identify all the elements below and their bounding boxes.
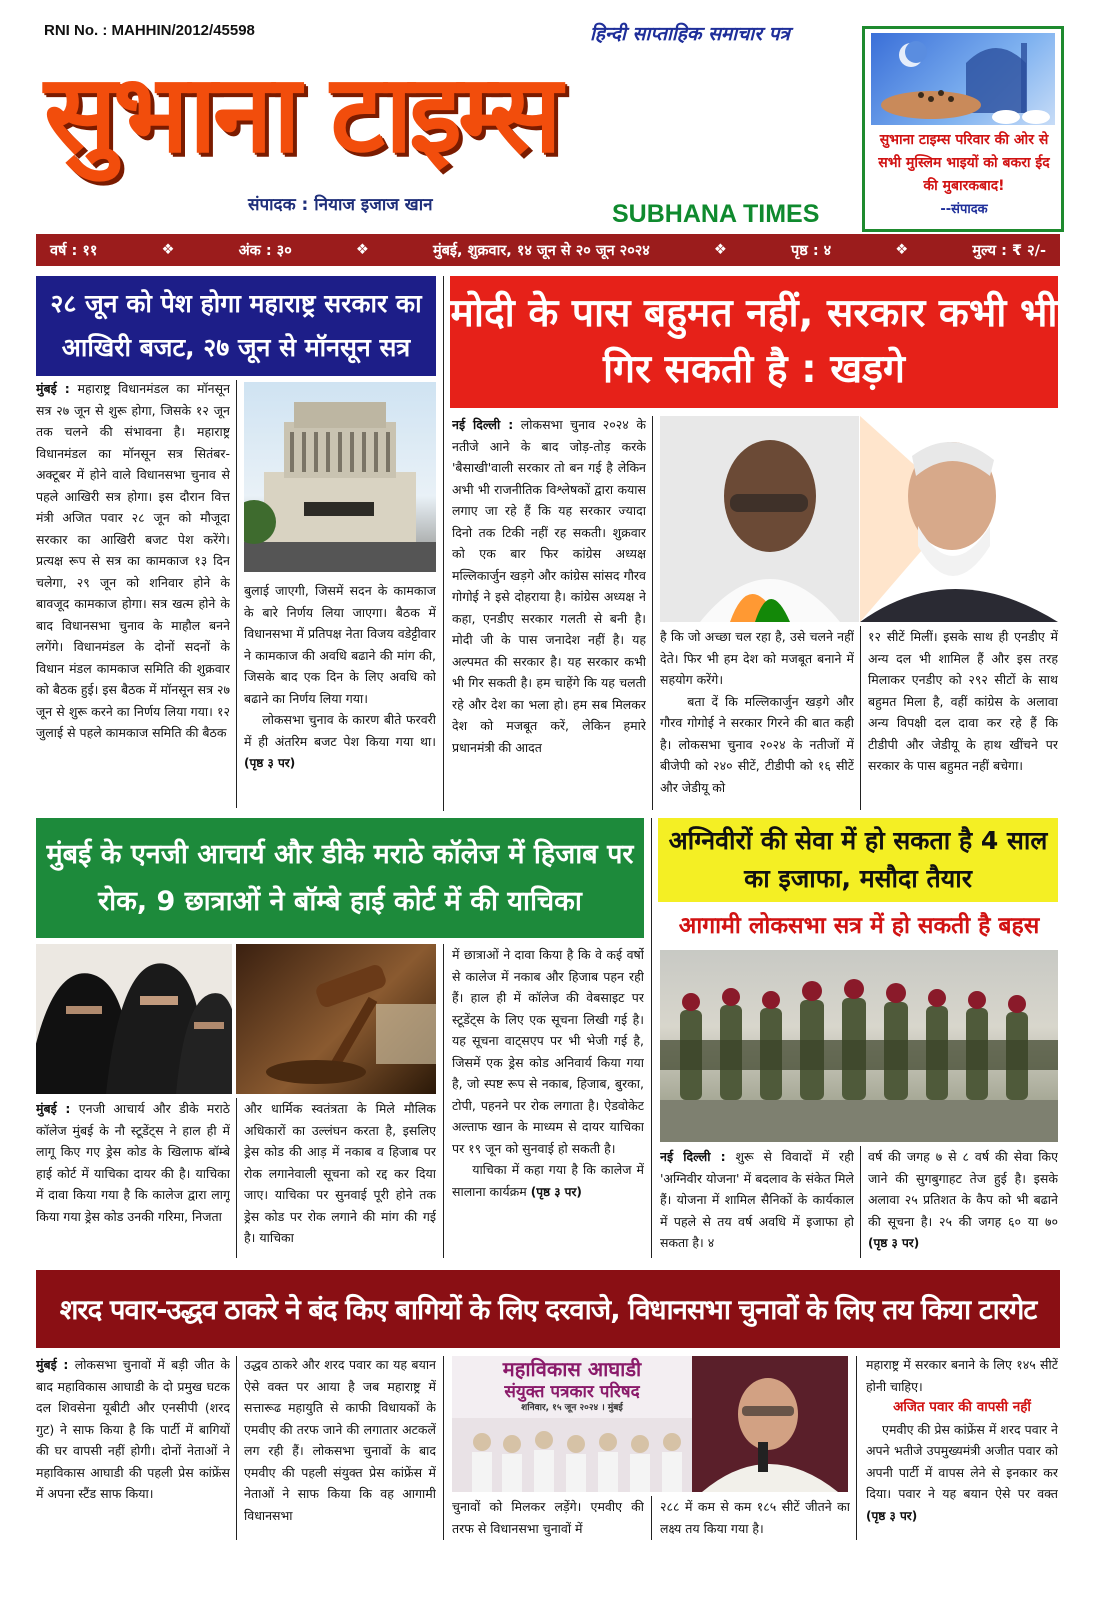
headline-text: अग्निवीरों की सेवा में हो सकता है 4 साल का इजाफा, मसौदा तैयार (668, 826, 1048, 893)
story3-col2 (244, 1098, 436, 1258)
body-text: शुरू से विवादों में रही 'अग्निवीर योजना' में बदलाव के संकेत मिले हैं। योजना में शामिल सैनिकों के कार्यकाल में पहले से तय वर्ष अवधि में इजाफा हो सकता है। ४ (660, 1149, 854, 1250)
dateline: नई दिल्ली : (660, 1149, 726, 1164)
body-text: महाराष्ट्र विधानमंडल का मॉनसून सत्र २७ जून से शुरू होगा, जिसके १२ जून तक चलने की संभावना है। महाराष्ट्र विधानमंडल का मॉनसून सत्र सितंबर-अक्टूबर में होने वाले विधानसभा चुनाव से पहले आखिरी सत्र होगा। इस दौरान वित्त मंत्री अजित पवार २८ जून को मौजूदा सरकार का आखिरी बजट पेश करेंगे। प्रत्यक्ष रूप से सत्र का कामकाज १३ दिन चलेगा, २९ जून को शनिवार होने के बावजूद कामकाज होगा। सत्र खत्म होने के बाद विधानसभा चुनाव के माहौल बनने लगेंगे। विधानमंडल के दोनों सदनों के विधान मंडल कामकाज समिति की शुक्रवार को बैठक हुई। इस बैठक में मॉनसून सत्र २७ जून से शुरू करने का निर्णय लिया गया। १२ जुलाई से पहले कामकाज समिति की बैठक (36, 381, 230, 740)
story1-headline (36, 276, 436, 376)
body-text: और धार्मिक स्वतंत्रता के मिले मौलिक अधिकारों का उल्लंघन करता है, इसलिए ड्रेस कोड की आड़ में नकाब व हिजाब पर रोक लगानेवाली सूचना को रद्द कर दिया जाए। याचिका पर सुनवाई पूरी होने तक ड्रेस कोड पर रोक लगाने की मांग की गई है। याचिका (244, 1101, 436, 1245)
story4-headline (658, 818, 1058, 902)
story4-col2 (868, 1146, 1058, 1258)
gavel-photo (236, 944, 436, 1094)
body-text: में छात्राओं ने दावा किया है कि वे कई वर्षो से कालेज में नकाब और हिजाब पहन रही हैं। हाल ही में कॉलेज की वेबसाइट पर स्टूडेंट्स के लिए एक सूचना लिखी गई है। यह सूचना वाट्सएप पर भी भेजी गई है, जिसमें एक ड्रेस कोड अनिवार्य किया गया है, जो स्पष्ट रूप से नकाब, हिजाब, बुरका, टोपी, पहनने पर रोक लगाता है। ऐडवोकेट अल्ताफ खान के माध्यम से दायर याचिका पर १९ जून को सुनवाई हो सकती है। (452, 947, 644, 1156)
body-text: १२ सीटें मिलीं। इसके साथ ही एनडीए में अन्य दल भी शामिल हैं और इस तरह मिलाकर एनडीए को २९२ सीटों के साथ बहुमत मिला है, वहीं कांग्रेस के अलावा अन्य विपक्षी दल दावा कर रहे हैं कि टीडीपी और जेडीयू के हाथ खींचने पर सरकार के पास बहुमत नहीं बचेगा। (868, 629, 1058, 773)
story2-col3 (868, 626, 1058, 810)
story2-col1 (452, 414, 646, 810)
issue-number: अंक : ३० (238, 243, 292, 259)
separator-icon: ❖ (161, 242, 175, 258)
story5-col4 (660, 1496, 850, 1540)
column-divider (443, 944, 444, 1258)
separator-icon: ❖ (895, 242, 909, 258)
continued-label: (पृष्ठ ३ पर) (530, 1184, 582, 1199)
body-text: उद्धव ठाकरे और शरद पवार का यह बयान ऐसे वक्त पर आया है जब महाराष्ट्र में सत्तारूढ महायुति से काफी विधायकों के एमवीए की तरफ जाने की लगातार अटकलें लग रही हैं। लोकसभा चुनावों के बाद एमवीए की पहली संयुक्त प्रेस कांफ्रेंस में नेताओं ने साफ किया कि वह आगामी विधानसभा (244, 1357, 436, 1523)
story5-subhead: अजित पवार की वापसी नहीं (893, 1399, 1031, 1415)
separator-icon: ❖ (355, 242, 369, 258)
body-text: चुनावों को मिलकर लड़ेंगे। एमवीए की तरफ से विधानसभा चुनावों में (452, 1499, 644, 1536)
continued-label: (पृष्ठ ३ पर) (868, 1236, 920, 1250)
continued-label: (पृष्ठ ३ पर) (244, 756, 296, 770)
editor-credit: संपादक : नियाज इजाज खान (248, 195, 433, 215)
body-text: एनजी आचार्य और डीके मराठे कॉलेज मुंबई के नौ स्टूडेंट्स ने हाल ही में लागू किए गए ड्रेस कोड के खिलाफ बॉम्बे हाई कोर्ट में याचिका दायर की है। याचिका में दावा किया गया है कि कालेज द्वारा लागू किया गया ड्रेस कोड उनकी गरिमा, निजता (36, 1101, 230, 1224)
column-divider (236, 1098, 237, 1258)
ad-text: सुभाना टाइम्स परिवार की ओर से सभी मुस्लिम भाइयों को (878, 132, 1049, 171)
column-divider (860, 626, 861, 810)
body-text: एमवीए की प्रेस कांफ्रेंस में शरद पवार ने अपने भतीजे उपमुख्यमंत्री अजीत पवार को अपनी पार्टी में वापस लेने से इनकार कर दिया। पवार ने यह बयान ऐसे पर वक्त (866, 1421, 1058, 1501)
story4-subheadline: आगामी लोकसभा सत्र में हो सकती है बहस (678, 913, 1040, 939)
body-text: याचिका में कहा गया है कि कालेज में सालाना कार्यक्रम (452, 1162, 644, 1199)
kharge-modi-photo (660, 416, 1058, 622)
dateline: मुंबई : (36, 381, 70, 396)
column-divider (443, 276, 444, 811)
banner-line-3: शनिवार, १५ जून २०२४ । मुंबई (521, 1403, 623, 1413)
place-date: मुंबई, शुक्रवार, १४ जून से २० जून २०२४ (432, 243, 650, 259)
eid-greeting-text (871, 129, 1057, 221)
mva-press-conference-photo (452, 1356, 848, 1492)
price: मुल्य : ₹ २/- (972, 243, 1046, 259)
story3-col1 (36, 1098, 230, 1258)
story2-headline (450, 276, 1058, 408)
tagline: हिन्दी साप्ताहिक समाचार पत्र (590, 23, 790, 45)
column-divider (652, 416, 653, 810)
banner-line-2: संयुक्त पत्रकार परिषद (504, 1382, 640, 1402)
vidhan-bhavan-photo (244, 382, 436, 572)
story5-col2 (244, 1354, 436, 1540)
story5-headline (36, 1270, 1060, 1348)
column-divider (860, 1146, 861, 1258)
headline-text: २८ जून को पेश होगा महाराष्ट्र सरकार का आखिरी बजट, २७ जून से मॉनसून सत्र (50, 289, 422, 362)
masthead-title: सुभाना टाइम्स (44, 52, 558, 177)
headline-text: शरद पवार-उद्धव ठाकरे ने बंद किए बागियों के लिए दरवाजे, विधानसभा चुनावों के लिए तय किया टारगेट (59, 1293, 1037, 1326)
ad-highlight: बकरा ईद की मुबारकबाद! (923, 155, 1050, 194)
body-text: लोकसभा चुनाव २०२४ के नतीजे आने के बाद जोड़-तोड़ करके 'बैसाखी'वाली सरकार तो बन गई है लेकिन अभी भी राजनीतिक विश्लेषकों द्वारा कयास लगाए जा रहे हैं कि यह सरकार ज्यादा दिनो तक टिकी नहीं रह सकती। शुक्रवार को एक बार फिर कांग्रेस अध्यक्ष मल्लिकार्जुन खड़गे और कांग्रेस सांसद गौरव गोगोई ने इसे दोहराया है। कांग्रेस अध्यक्ष ने कहा, एनडीए सरकार गलती से बनी है। मोदी जी के पास जनादेश नहीं है। यह अल्पमत की सरकार है। यह सरकार कभी भी गिर सकती है। हम चाहेंगे कि यह चलती रहे और देश का भला हो। हम सब मिलकर देश को मजबूत करें, लेकिन हमारे प्रधानमंत्री की आदत (452, 417, 646, 755)
story4-col1 (660, 1146, 854, 1258)
column-divider (443, 1356, 444, 1540)
page-count: पृष्ठ : ४ (791, 243, 832, 259)
ad-signoff: --संपादक (940, 202, 988, 217)
body-text: लोकसभा चुनाव के कारण बीते फरवरी में ही अंतरिम बजट पेश किया गया था। (244, 712, 436, 749)
rni-number: RNI No. : MAHHIN/2012/45598 (44, 22, 255, 39)
dateline: मुंबई : (36, 1357, 69, 1372)
eid-greeting-image (871, 33, 1055, 125)
story1-col1 (36, 378, 230, 806)
separator-icon: ❖ (713, 242, 727, 258)
headline-text: मुंबई के एनजी आचार्य और डीके मराठे कॉलेज में हिजाब पर रोक, 9 छात्राओं ने बॉम्बे हाई कोर्ट में की याचिका (46, 839, 634, 917)
story5-col1 (36, 1354, 230, 1540)
agniveer-parade-photo (660, 950, 1058, 1142)
story3-headline (36, 818, 644, 938)
hijab-students-photo (36, 944, 232, 1094)
story5-col5 (866, 1354, 1058, 1540)
banner-line-1: महाविकास आघाडी (502, 1357, 642, 1381)
body-text: है कि जो अच्छा चल रहा है, उसे चलने नहीं देते। फिर भी हम देश को मजबूत बनाने में सहयोग करेंगे। (660, 629, 854, 687)
body-text: २८८ में कम से कम १८५ सीटें जीतने का लक्ष्य तय किया गया है। (660, 1499, 850, 1536)
story3-col3 (452, 944, 644, 1258)
column-divider (236, 1356, 237, 1540)
column-divider (651, 818, 652, 1258)
story1-col2 (244, 580, 436, 810)
headline-text: मोदी के पास बहुमत नहीं, सरकार कभी भी गिर सकती है : खड़गे (450, 291, 1058, 392)
year: वर्ष : ११ (50, 243, 98, 259)
story5-col3 (452, 1496, 644, 1540)
issue-info-bar (36, 234, 1060, 266)
column-divider (236, 380, 237, 808)
story2-col2 (660, 626, 854, 810)
body-text: वर्ष की जगह ७ से ८ वर्ष की सेवा किए जाने की सुगबुगाहट तेज हुई है। इसके अलावा २५ प्रतिशत के कैप को भी बढाने की सूचना है। २५ की जगह ६० या ७० (868, 1149, 1058, 1229)
dateline: मुंबई : (36, 1101, 71, 1116)
body-text: बुलाई जाएगी, जिसमें सदन के कामकाज के बारे निर्णय लिया जाएगा। बैठक में विधानसभा में प्रतिपक्ष नेता विजय वडेट्टीवार ने कामकाज की अवधि बढाने की मांग की, जिसके बाद एक दिन के लिए अवधि को बढाने का निर्णय लिया गया। (244, 583, 436, 706)
body-text: बता दें कि मल्लिकार्जुन खड़गे और गौरव गोगोई ने सरकार गिरने की बात कही है। लोकसभा चुनाव २०२४ के नतीजों में बीजेपी को २४० सीटें, टीडीपी को १६ सीटें और जेडीयू को (660, 693, 854, 795)
english-masthead: SUBHANA TIMES (612, 200, 820, 228)
continued-label: (पृष्ठ ३ पर) (866, 1508, 918, 1523)
column-divider (856, 1356, 857, 1540)
body-text: लोकसभा चुनावों में बड़ी जीत के बाद महाविकास आघाडी के दो प्रमुख घटक दल शिवसेना यूबीटी और एनसीपी (शरद गुट) ने साफ किया है कि पार्टी में बागियों की घर वापसी नहीं होगी। दोनों नेताओं ने महाविकास आघाडी की पहली प्रेस कांफ्रेंस में अपना स्टैंड साफ किया। (36, 1357, 230, 1501)
body-text: महाराष्ट्र में सरकार बनाने के लिए १४५ सीटें होनी चाहिए। (866, 1357, 1058, 1394)
dateline: नई दिल्ली : (452, 417, 514, 432)
column-divider (651, 1496, 652, 1540)
eid-greeting-ad (862, 26, 1064, 232)
